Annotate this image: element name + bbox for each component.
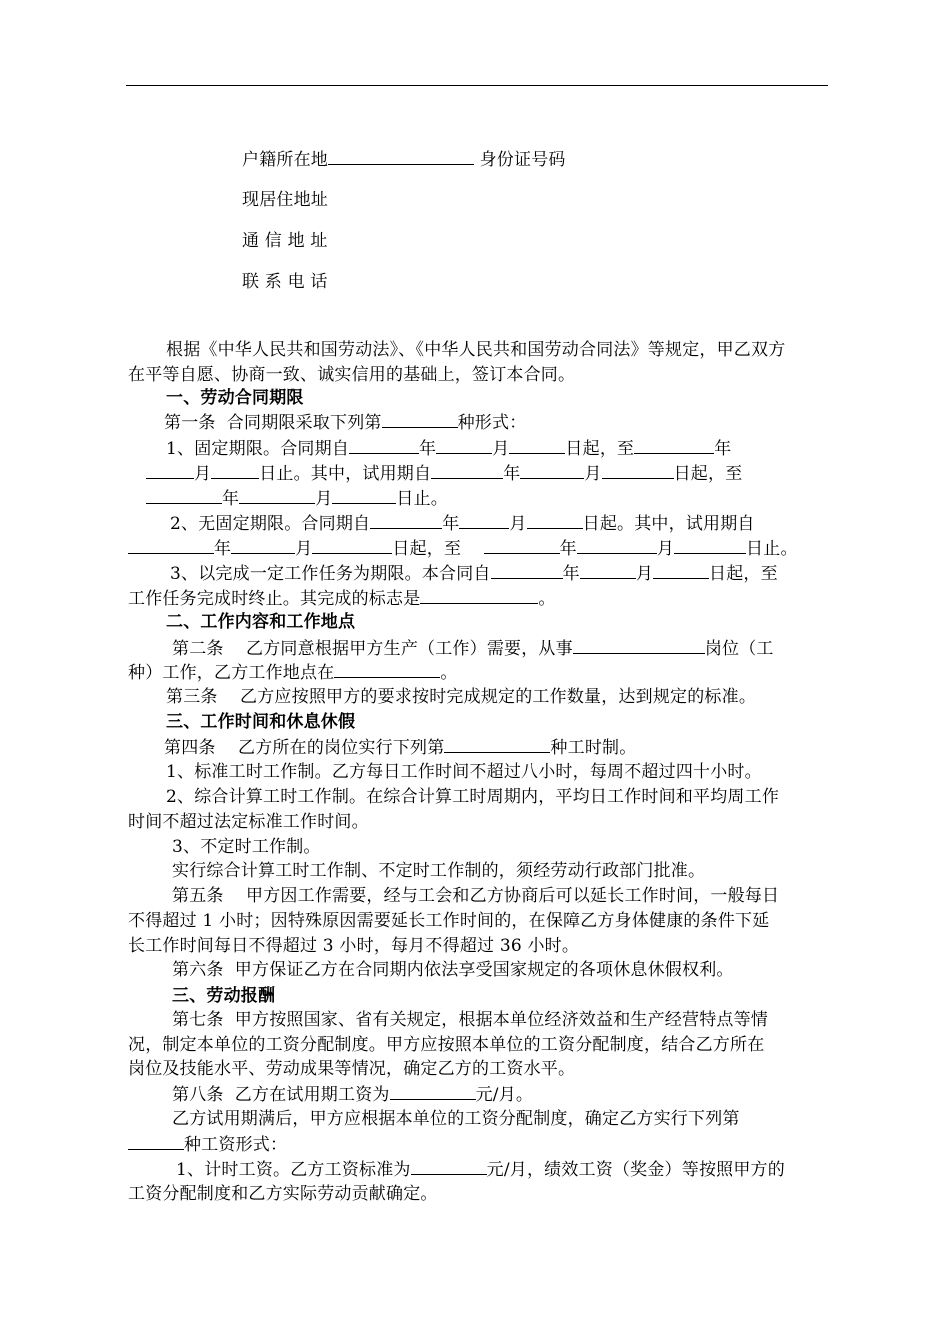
probation-end-year-field[interactable] bbox=[146, 488, 222, 504]
comprehensive-hours-1: 2、综合计算工时工作制。在综合计算工时周期内，平均日工作时间和平均周工作 bbox=[166, 787, 780, 807]
section-3-title: 三、工作时间和休息休假 bbox=[166, 712, 356, 732]
flexible-hours: 3、不定时工作制。 bbox=[172, 837, 321, 857]
task-start-year-field[interactable] bbox=[491, 563, 563, 579]
term-type-field[interactable] bbox=[382, 412, 458, 428]
preamble-line-1: 根据《中华人民共和国劳动法》、《中华人民共和国劳动合同法》等规定，甲乙双方 bbox=[166, 340, 786, 360]
probation-wage-field[interactable] bbox=[390, 1084, 476, 1100]
start-day-field[interactable] bbox=[509, 438, 565, 454]
article-2-line-2: 种）工作，乙方工作地点在 。 bbox=[128, 663, 458, 683]
article-5-line-3: 长工作时间每日不得超过 3 小时，每月不得超过 36 小时。 bbox=[128, 936, 580, 956]
section-1-title: 一、劳动合同期限 bbox=[166, 388, 304, 408]
wage-standard-field[interactable] bbox=[411, 1159, 487, 1175]
wage-form-field[interactable] bbox=[128, 1134, 184, 1150]
section-2-title: 二、工作内容和工作地点 bbox=[166, 612, 356, 632]
task-completion-mark-field[interactable] bbox=[420, 588, 538, 604]
preamble-line-2: 在平等自愿、协商一致、诚实信用的基础上，签订本合同。 bbox=[128, 365, 576, 385]
open-term-line-2: 年 月 日起，至 年 月 日止。 bbox=[128, 538, 798, 559]
article-6: 第六条 甲方保证乙方在合同期内依法享受国家规定的各项休息休假权利。 bbox=[172, 960, 734, 980]
registered-field[interactable] bbox=[328, 149, 474, 165]
address-label: 现居住地址 bbox=[242, 190, 328, 210]
open-prob-start-year-field[interactable] bbox=[128, 538, 214, 554]
open-prob-end-day-field[interactable] bbox=[674, 538, 746, 554]
article-5-line-2: 不得超过 1 小时；因特殊原因需要延长工作时间的，在保障乙方身体健康的条件下延 bbox=[128, 911, 770, 931]
task-term-line-2: 工作任务完成时终止。其完成的标志是 。 bbox=[128, 589, 556, 609]
open-prob-end-year-field[interactable] bbox=[484, 538, 560, 554]
probation-end-month-field[interactable] bbox=[239, 488, 315, 504]
wage-form-line-2: 种工资形式： bbox=[128, 1134, 287, 1155]
start-year-field[interactable] bbox=[349, 438, 419, 454]
id-number-label: 身份证号码 bbox=[479, 150, 566, 170]
article-7-line-2: 况，制定本单位的工资分配制度。甲方应按照本单位的工资分配制度，结合乙方所在 bbox=[128, 1035, 765, 1055]
article-1-suffix: 种形式： bbox=[457, 413, 527, 433]
time-wage-line-1: 1、计时工资。乙方工资标准为 元/月，绩效工资（奖金）等按照甲方的 bbox=[176, 1160, 785, 1180]
open-prob-start-month-field[interactable] bbox=[231, 538, 295, 554]
task-start-month-field[interactable] bbox=[580, 563, 636, 579]
comprehensive-hours-2: 时间不超过法定标准工作时间。 bbox=[128, 812, 369, 832]
start-month-field[interactable] bbox=[436, 438, 492, 454]
article-1-text: 第一条 合同期限采取下列第 bbox=[164, 413, 382, 433]
open-prob-start-day-field[interactable] bbox=[312, 538, 392, 554]
work-hour-type-field[interactable] bbox=[444, 737, 550, 753]
probation-end-day-field[interactable] bbox=[332, 488, 396, 504]
time-wage-line-2: 工资分配制度和乙方实际劳动贡献确定。 bbox=[128, 1184, 438, 1204]
open-start-day-field[interactable] bbox=[527, 513, 583, 529]
probation-start-month-field[interactable] bbox=[520, 463, 584, 479]
work-location-field[interactable] bbox=[334, 662, 440, 678]
article-1 bbox=[164, 412, 526, 433]
open-start-year-field[interactable] bbox=[370, 513, 442, 529]
task-start-day-field[interactable] bbox=[653, 563, 709, 579]
article-3: 第三条 乙方应按照甲方的要求按时完成规定的工作数量，达到规定的标准。 bbox=[166, 687, 757, 707]
task-term-line-1: 3、以完成一定工作任务为期限。本合同自 年 月 日起，至 bbox=[170, 564, 778, 584]
article-5-line-1: 第五条 甲方因工作需要，经与工会和乙方协商后可以延长工作时间，一般每日 bbox=[172, 886, 780, 906]
approval-note: 实行综合计算工时工作制、不定时工作制的，须经劳动行政部门批准。 bbox=[172, 861, 706, 881]
registered-line bbox=[242, 149, 566, 170]
article-4: 第四条 乙方所在的岗位实行下列第 种工时制。 bbox=[164, 738, 637, 758]
article-7-line-1: 第七条 甲方按照国家、省有关规定，根据本单位经济效益和生产经营特点等情 bbox=[172, 1010, 769, 1030]
probation-start-year-field[interactable] bbox=[431, 463, 503, 479]
wage-form-line-1: 乙方试用期满后，甲方应根据本单位的工资分配制度，确定乙方实行下列第 bbox=[172, 1109, 740, 1129]
end-day-field[interactable] bbox=[211, 463, 259, 479]
section-4-title: 三、劳动报酬 bbox=[172, 986, 276, 1006]
open-prob-end-month-field[interactable] bbox=[577, 538, 657, 554]
phone-label: 联 系 电 话 bbox=[242, 272, 328, 292]
open-start-month-field[interactable] bbox=[459, 513, 509, 529]
header-rule bbox=[126, 85, 828, 86]
standard-hours: 1、标准工时工作制。乙方每日工作时间不超过八小时，每周不超过四十小时。 bbox=[166, 762, 762, 782]
end-year-field[interactable] bbox=[634, 438, 714, 454]
fixed-term-line-3: 年 月 日止。 bbox=[146, 488, 448, 509]
article-8: 第八条 乙方在试用期工资为 元/月。 bbox=[172, 1085, 534, 1105]
open-term-line-1: 2、无固定期限。合同期自 年 月 日起。其中，试用期自 bbox=[170, 514, 755, 534]
mail-address-label: 通 信 地 址 bbox=[242, 231, 328, 251]
fixed-term-line-1: 1、固定期限。合同期自 年 月 日起，至 年 bbox=[166, 439, 732, 459]
fixed-term-line-2: 月 日止。其中，试用期自 年 月 日起，至 bbox=[146, 463, 742, 484]
registered-label: 户籍所在地 bbox=[242, 150, 328, 170]
probation-start-day-field[interactable] bbox=[602, 463, 674, 479]
end-month-field[interactable] bbox=[146, 463, 194, 479]
article-2-line-1: 第二条 乙方同意根据甲方生产（工作）需要，从事 岗位（工 bbox=[172, 639, 774, 659]
article-7-line-3: 岗位及技能水平、劳动成果等情况，确定乙方的工资水平。 bbox=[128, 1059, 576, 1079]
position-field[interactable] bbox=[573, 638, 705, 654]
